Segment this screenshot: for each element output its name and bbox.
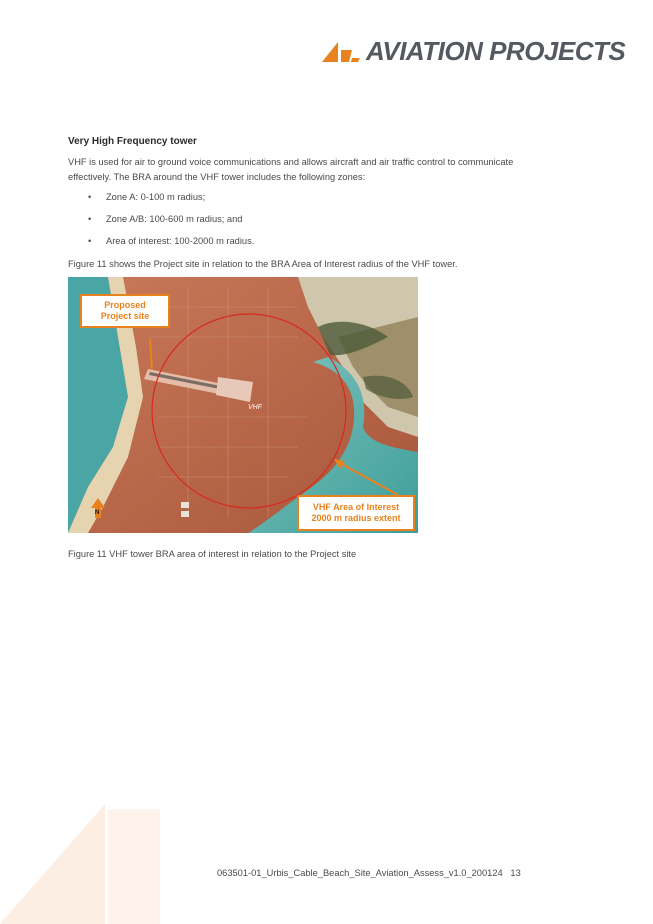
list-item: • Area of interest: 100-2000 m radius. <box>68 234 254 256</box>
logo-mark-icon <box>322 38 360 64</box>
list-item: • Zone A/B: 100-600 m radius; and <box>68 212 254 234</box>
figure-reference-paragraph: Figure 11 shows the Project site in relation to the BRA Area of Interest radius of the VHF tower. <box>68 259 458 269</box>
list-item: • Zone A: 0-100 m radius; <box>68 190 254 212</box>
north-arrow-label: N <box>95 510 100 516</box>
logo-text: AVIATION PROJECTS <box>366 36 626 66</box>
page-number: 13 <box>510 868 521 878</box>
callout-line: Project site <box>100 311 150 321</box>
callout-line: Proposed <box>104 300 146 310</box>
vhf-map-label: VHF <box>248 404 262 411</box>
watermark-logo <box>0 664 160 924</box>
callout-line: 2000 m radius extent <box>311 513 401 523</box>
figure-caption: Figure 11 VHF tower BRA area of interest in relation to the Project site <box>68 549 357 559</box>
callout-line: VHF Area of Interest <box>312 502 400 512</box>
intro-paragraph: VHF is used for air to ground voice communications and allows aircraft and air traffic control to communicate effectively. The BRA around the VHF tower includes the following zones: <box>68 157 514 182</box>
aerial-map-figure <box>68 277 418 533</box>
vhf-area-callout <box>297 495 415 531</box>
page-footer <box>217 868 521 878</box>
company-logo <box>322 38 625 64</box>
project-site-callout <box>80 294 170 328</box>
zone-list <box>68 190 254 256</box>
document-reference: 063501-01_Urbis_Cable_Beach_Site_Aviation_Assess_v1.0_200124 <box>217 868 503 878</box>
section-heading: Very High Frequency tower <box>68 136 197 147</box>
